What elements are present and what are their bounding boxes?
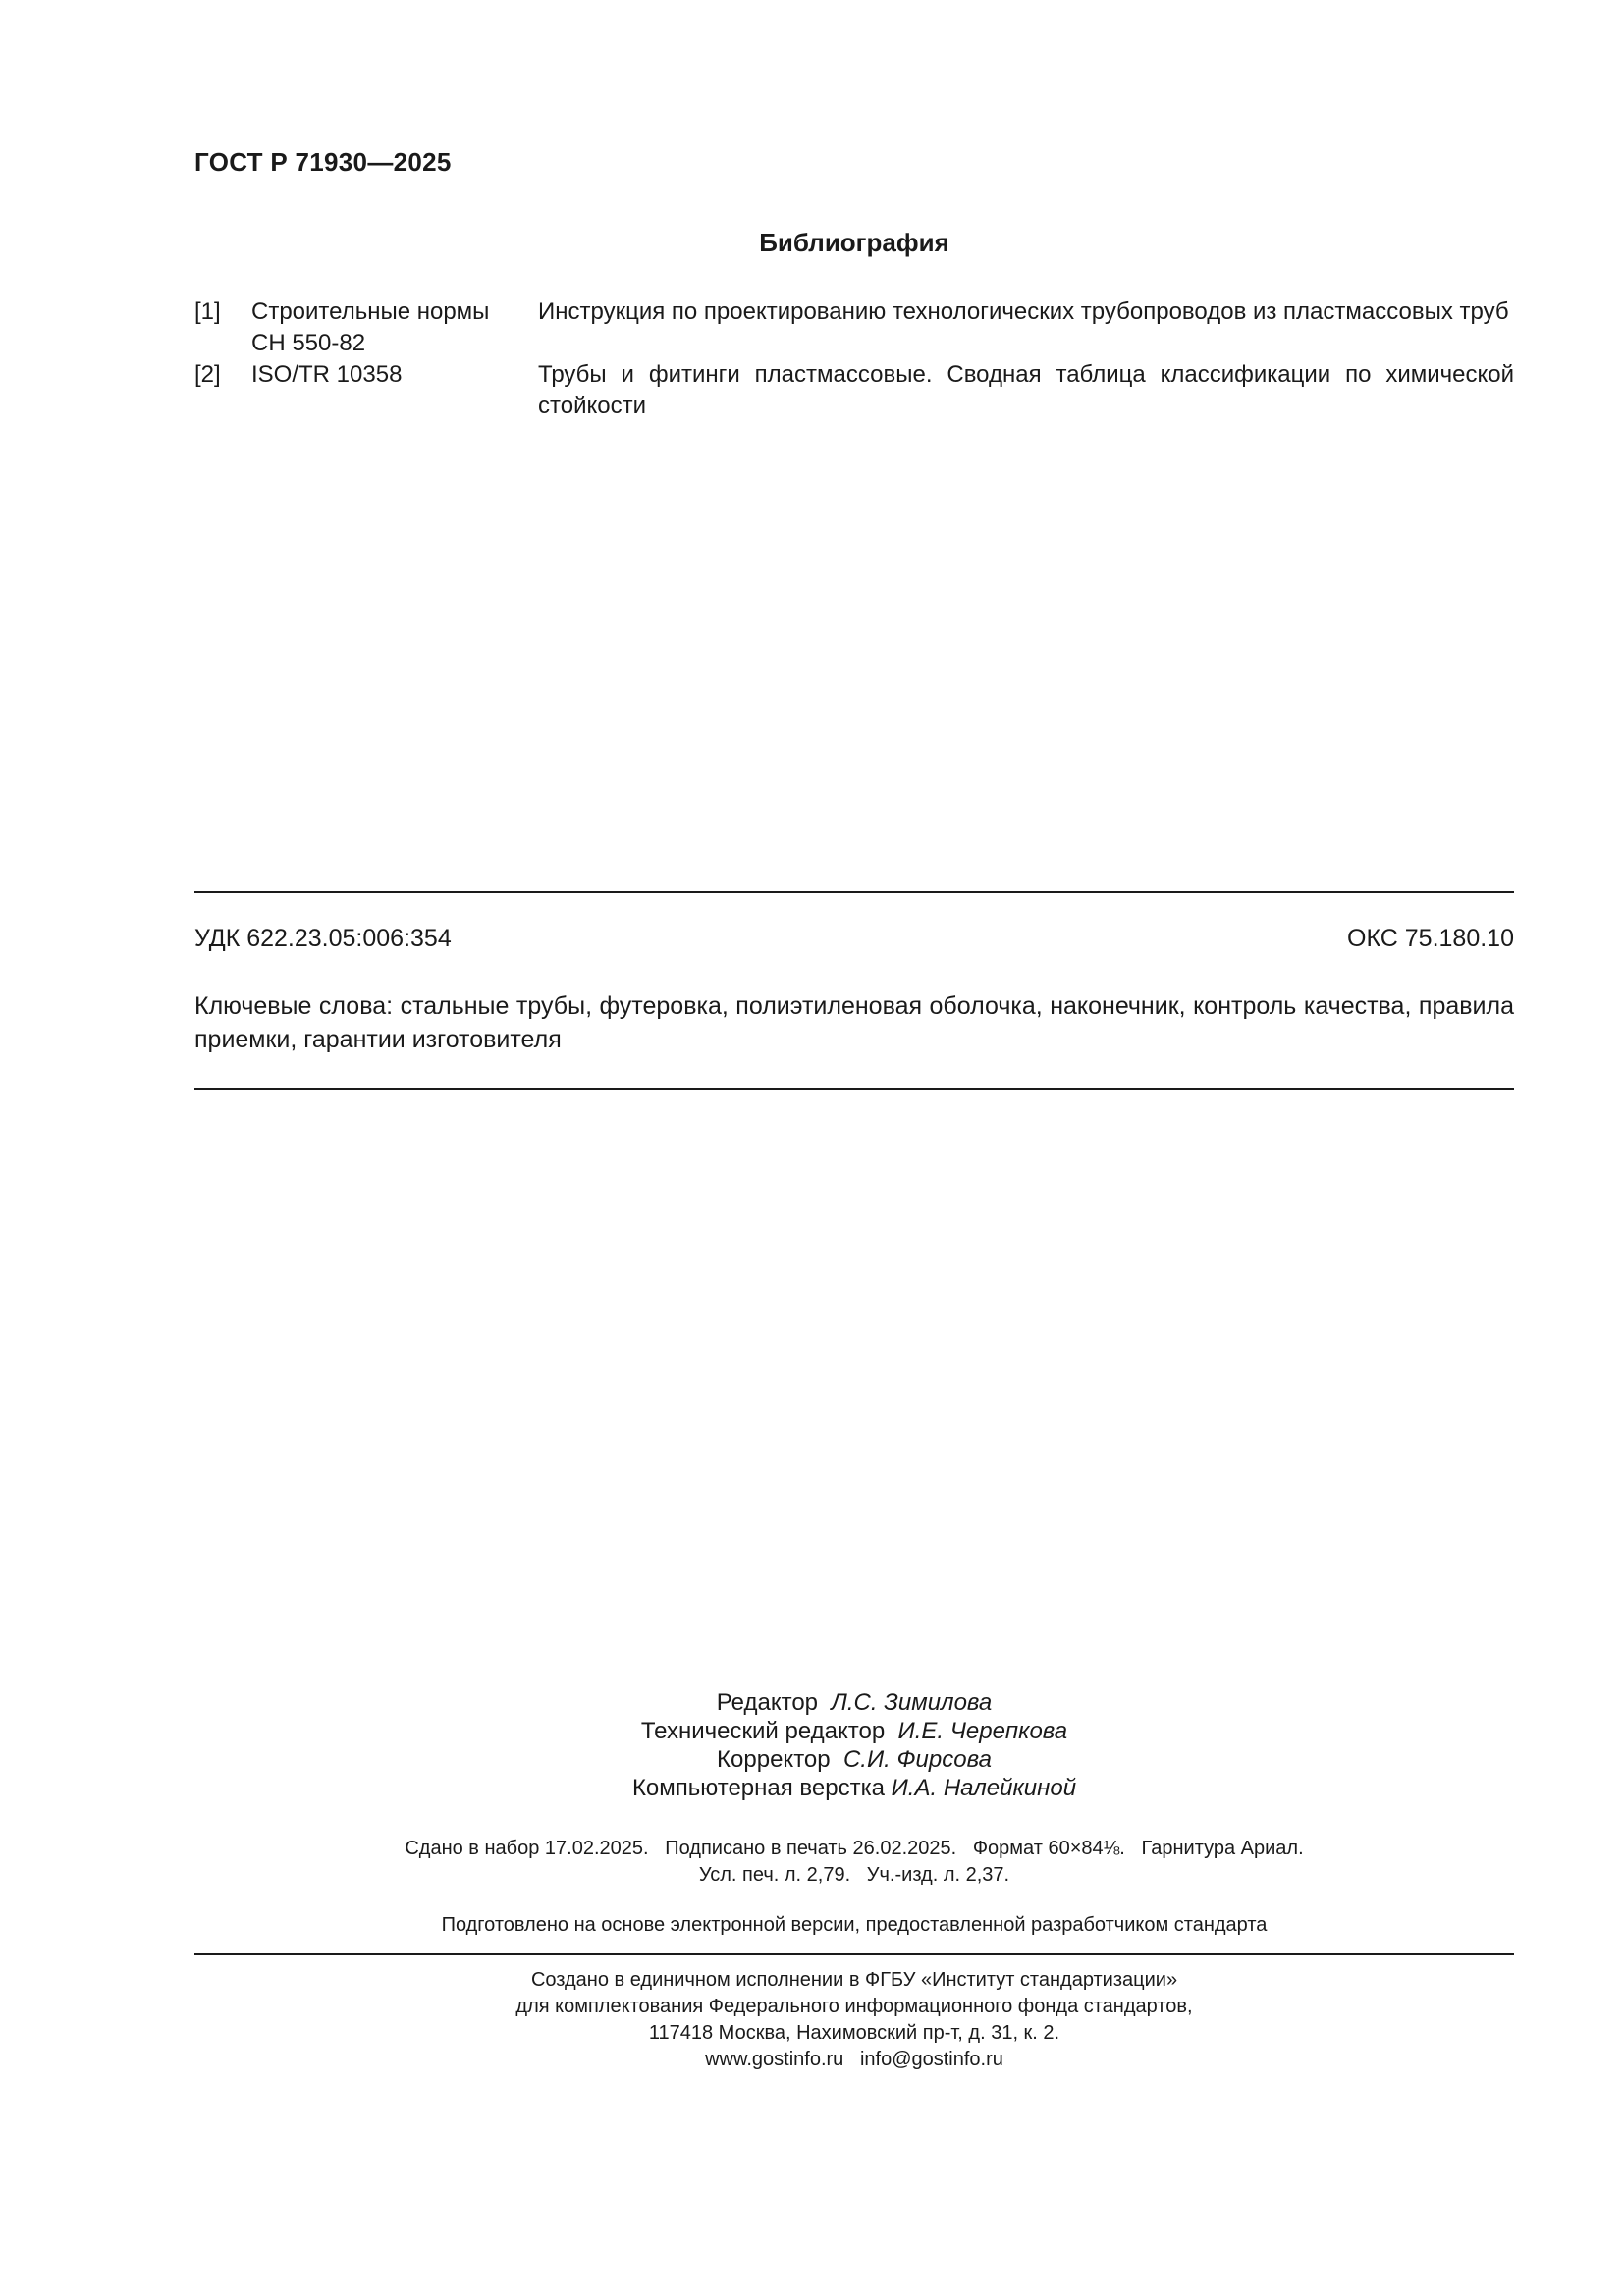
credit-corrector — [194, 1745, 1514, 1774]
print-info-line1: Сдано в набор 17.02.2025. Подписано в печать 26.02.2025. Формат 60×84⅛. Гарнитура Ариал. — [405, 1838, 1304, 1859]
bibliography-item-source — [251, 296, 538, 359]
credit-name: С.И. Фирсова — [842, 1746, 992, 1773]
credit-name: Л.С. Зимилова — [831, 1689, 993, 1716]
bibliography-item — [194, 359, 1514, 422]
credit-role: Редактор — [716, 1689, 819, 1716]
divider-bottom — [194, 1953, 1514, 1955]
bibliography-item-description: Инструкция по проектированию технологических трубопроводов из пластмассовых труб — [538, 298, 1509, 325]
print-info-line2: Усл. печ. л. 2,79. Уч.-изд. л. 2,37. — [698, 1864, 1010, 1886]
credit-layout — [194, 1774, 1514, 1802]
bibliography-item-number: [1] — [194, 298, 221, 325]
prepared-note: Подготовлено на основе электронной версии, предоставленной разработчиком стандарта — [441, 1914, 1268, 1936]
credit-editor — [194, 1688, 1514, 1717]
credit-name: И.Е. Черепкова — [897, 1718, 1068, 1744]
credit-tech-editor — [194, 1717, 1514, 1745]
credit-name: И.А. Налейкиной — [891, 1775, 1077, 1801]
credit-role: Компьютерная верстка — [631, 1775, 885, 1801]
bibliography-item-number: [2] — [194, 361, 221, 388]
credit-role: Технический редактор — [640, 1718, 886, 1744]
divider-middle — [194, 1088, 1514, 1090]
footer-line2: для комплектования Федерального информационного фонда стандартов, — [515, 1996, 1193, 2017]
bibliography-item — [194, 296, 1514, 359]
bibliography-item-description: Трубы и фитинги пластмассовые. Сводная таблица классификации по химической стойкости — [538, 361, 1514, 419]
publisher-footer — [194, 1967, 1514, 2073]
footer-contacts: www.gostinfo.ru info@gostinfo.ru — [705, 2049, 1003, 2070]
oks-code: ОКС 75.180.10 — [1347, 925, 1514, 952]
keywords: Ключевые слова: стальные трубы, футеровка, полиэтиленовая оболочка, наконечник, контроль качества, правила приемки, гарантии изготовителя — [194, 992, 1514, 1053]
bibliography-item-source-line1: ISO/TR 10358 — [251, 361, 403, 388]
classification-row — [194, 925, 1514, 953]
bibliography-item-source-line1: Строительные нормы — [251, 298, 490, 325]
footer-line3: 117418 Москва, Нахимовский пр-т, д. 31, к. 2. — [648, 2022, 1060, 2044]
bibliography-item-source — [251, 359, 538, 422]
page-header-standard-id: ГОСТ Р 71930—2025 — [194, 147, 452, 177]
credit-role: Корректор — [717, 1746, 831, 1773]
udk-code: УДК 622.23.05:006:354 — [194, 925, 452, 952]
bibliography-item-source-line2: СН 550-82 — [251, 330, 366, 356]
print-info — [194, 1836, 1514, 1889]
footer-line1: Создано в единичном исполнении в ФГБУ «Институт стандартизации» — [530, 1969, 1178, 1991]
bibliography-list — [194, 296, 1514, 422]
credits-block — [194, 1688, 1514, 1802]
bibliography-title: Библиография — [759, 228, 949, 257]
divider-top — [194, 891, 1514, 893]
